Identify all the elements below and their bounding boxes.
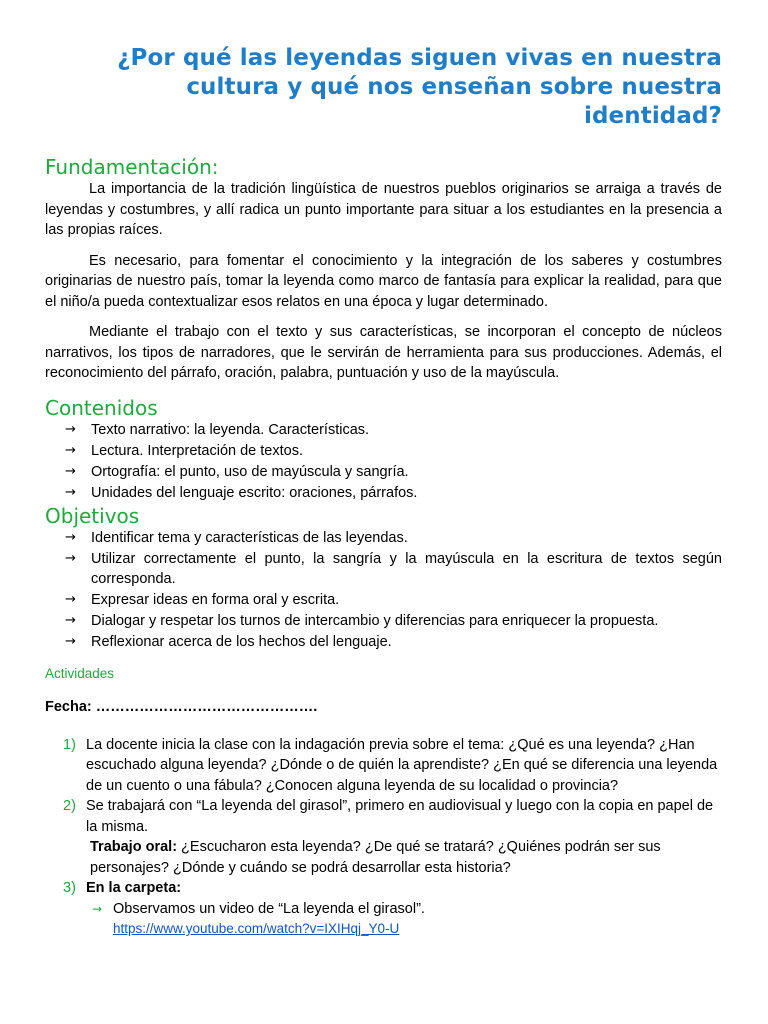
list-item	[65, 590, 722, 611]
actividades-list	[45, 735, 722, 940]
arrow-right-icon: →	[65, 592, 76, 607]
heading-objetivos: Objetivos	[45, 503, 140, 528]
arrow-right-icon: →	[65, 634, 76, 649]
youtube-link[interactable]: https://www.youtube.com/watch?v=IXIHqj_Y0-U	[113, 921, 400, 936]
arrow-right-icon: →	[92, 901, 103, 916]
heading-actividades: Actividades	[45, 665, 115, 681]
arrow-right-icon: →	[65, 484, 76, 500]
list-item	[65, 462, 722, 483]
list-item-text: Unidades del lenguaje escrito: oraciones, párrafos.	[91, 484, 418, 501]
list-item-text: Ortografía: el punto, uso de mayúscula y sangría.	[91, 463, 409, 480]
activity-number: 3)	[63, 880, 76, 896]
activity-text: La docente inicia la clase con la indagación previa sobre el tema: ¿Qué es una leyenda? ¿Han escuchado alguna leyenda? ¿Dónde o de quién la aprendiste? ¿En qué se diferencia una leyenda de un cuento o una fábula? ¿Conocen alguna leyenda de su localidad o provincia?	[86, 736, 718, 794]
activity-item-1	[63, 735, 722, 797]
activity-number: 1)	[63, 736, 76, 753]
list-item	[65, 441, 722, 462]
list-item	[65, 528, 722, 549]
list-item-text: Identificar tema y características de las leyendas.	[91, 529, 408, 546]
fecha-field: Fecha: ……………………………………….	[45, 699, 318, 715]
list-item	[65, 549, 722, 590]
paragraph-fundamentacion-2: Es necesario, para fomentar el conocimiento y la integración de los saberes y costumbres originarias de nuestro país, tomar la leyenda como marco de fantasía para explicar la realidad, para que el niño/a pueda contextualizar esos relatos en una época y lugar determinado.	[45, 252, 722, 310]
list-item	[65, 611, 722, 632]
arrow-right-icon: →	[65, 613, 76, 628]
heading-fundamentacion: Fundamentación:	[45, 155, 219, 179]
trabajo-oral-text: ¿Escucharon esta leyenda? ¿De qué se tratará? ¿Quiénes podrán ser sus personajes? ¿Dónde y cuándo se podrá desarrollar esta historia?	[90, 839, 661, 876]
trabajo-oral-label: Trabajo oral:	[90, 839, 178, 855]
paragraph-fundamentacion-1: La importancia de la tradición lingüística de nuestros pueblos originarios se arraiga a través de leyendas y costumbres, y allí radica un punto importante para situar a los estudiantes en la presencia a las propias raíces.	[45, 181, 722, 238]
list-item-text: Dialogar y respetar los turnos de intercambio y diferencias para enriquecer la propuesta.	[91, 613, 659, 629]
heading-contenidos: Contenidos	[45, 395, 158, 420]
list-item-text: Utilizar correctamente el punto, la sangría y la mayúscula en la escritura de textos según corresponda.	[91, 550, 722, 587]
objetivos-list	[45, 528, 722, 653]
list-item-text: Texto narrativo: la leyenda. Características.	[91, 421, 370, 438]
activity-number: 2)	[63, 798, 76, 814]
list-item-text: Reflexionar acerca de los hechos del lenguaje.	[91, 634, 392, 650]
arrow-right-icon: →	[65, 442, 76, 458]
trabajo-oral	[86, 837, 722, 878]
arrow-right-icon: →	[65, 550, 76, 566]
activity-item-2	[63, 796, 722, 878]
paragraph-fundamentacion-3: Mediante el trabajo con el texto y sus características, se incorporan el concepto de núcleos narrativos, los tipos de narradores, que le servirán de herramienta para sus producciones. Además, el reconocimiento del párrafo, oración, palabra, puntuación y uso de la mayúscula.	[45, 324, 722, 381]
activity-sub-list	[86, 899, 722, 940]
activity-text: Se trabajará con “La leyenda del girasol”, primero en audiovisual y luego con la copia en papel de la misma.	[86, 798, 714, 835]
list-item-text: Lectura. Interpretación de textos.	[91, 442, 303, 459]
document-title: ¿Por qué las leyendas siguen vivas en nuestra cultura y qué nos enseñan sobre nuestra identidad?	[117, 45, 722, 129]
activity-text: En la carpeta:	[86, 880, 182, 896]
contenidos-list	[45, 420, 722, 504]
arrow-right-icon: →	[65, 463, 76, 479]
sub-item-text: Observamos un video de “La leyenda el girasol”.	[113, 900, 425, 917]
arrow-right-icon: →	[65, 529, 76, 545]
list-item	[65, 420, 722, 441]
list-item-text: Expresar ideas en forma oral y escrita.	[91, 592, 340, 608]
list-item	[65, 632, 722, 653]
arrow-right-icon: →	[65, 421, 76, 437]
activity-item-3	[63, 878, 722, 940]
list-item	[92, 899, 722, 940]
list-item	[65, 483, 722, 504]
